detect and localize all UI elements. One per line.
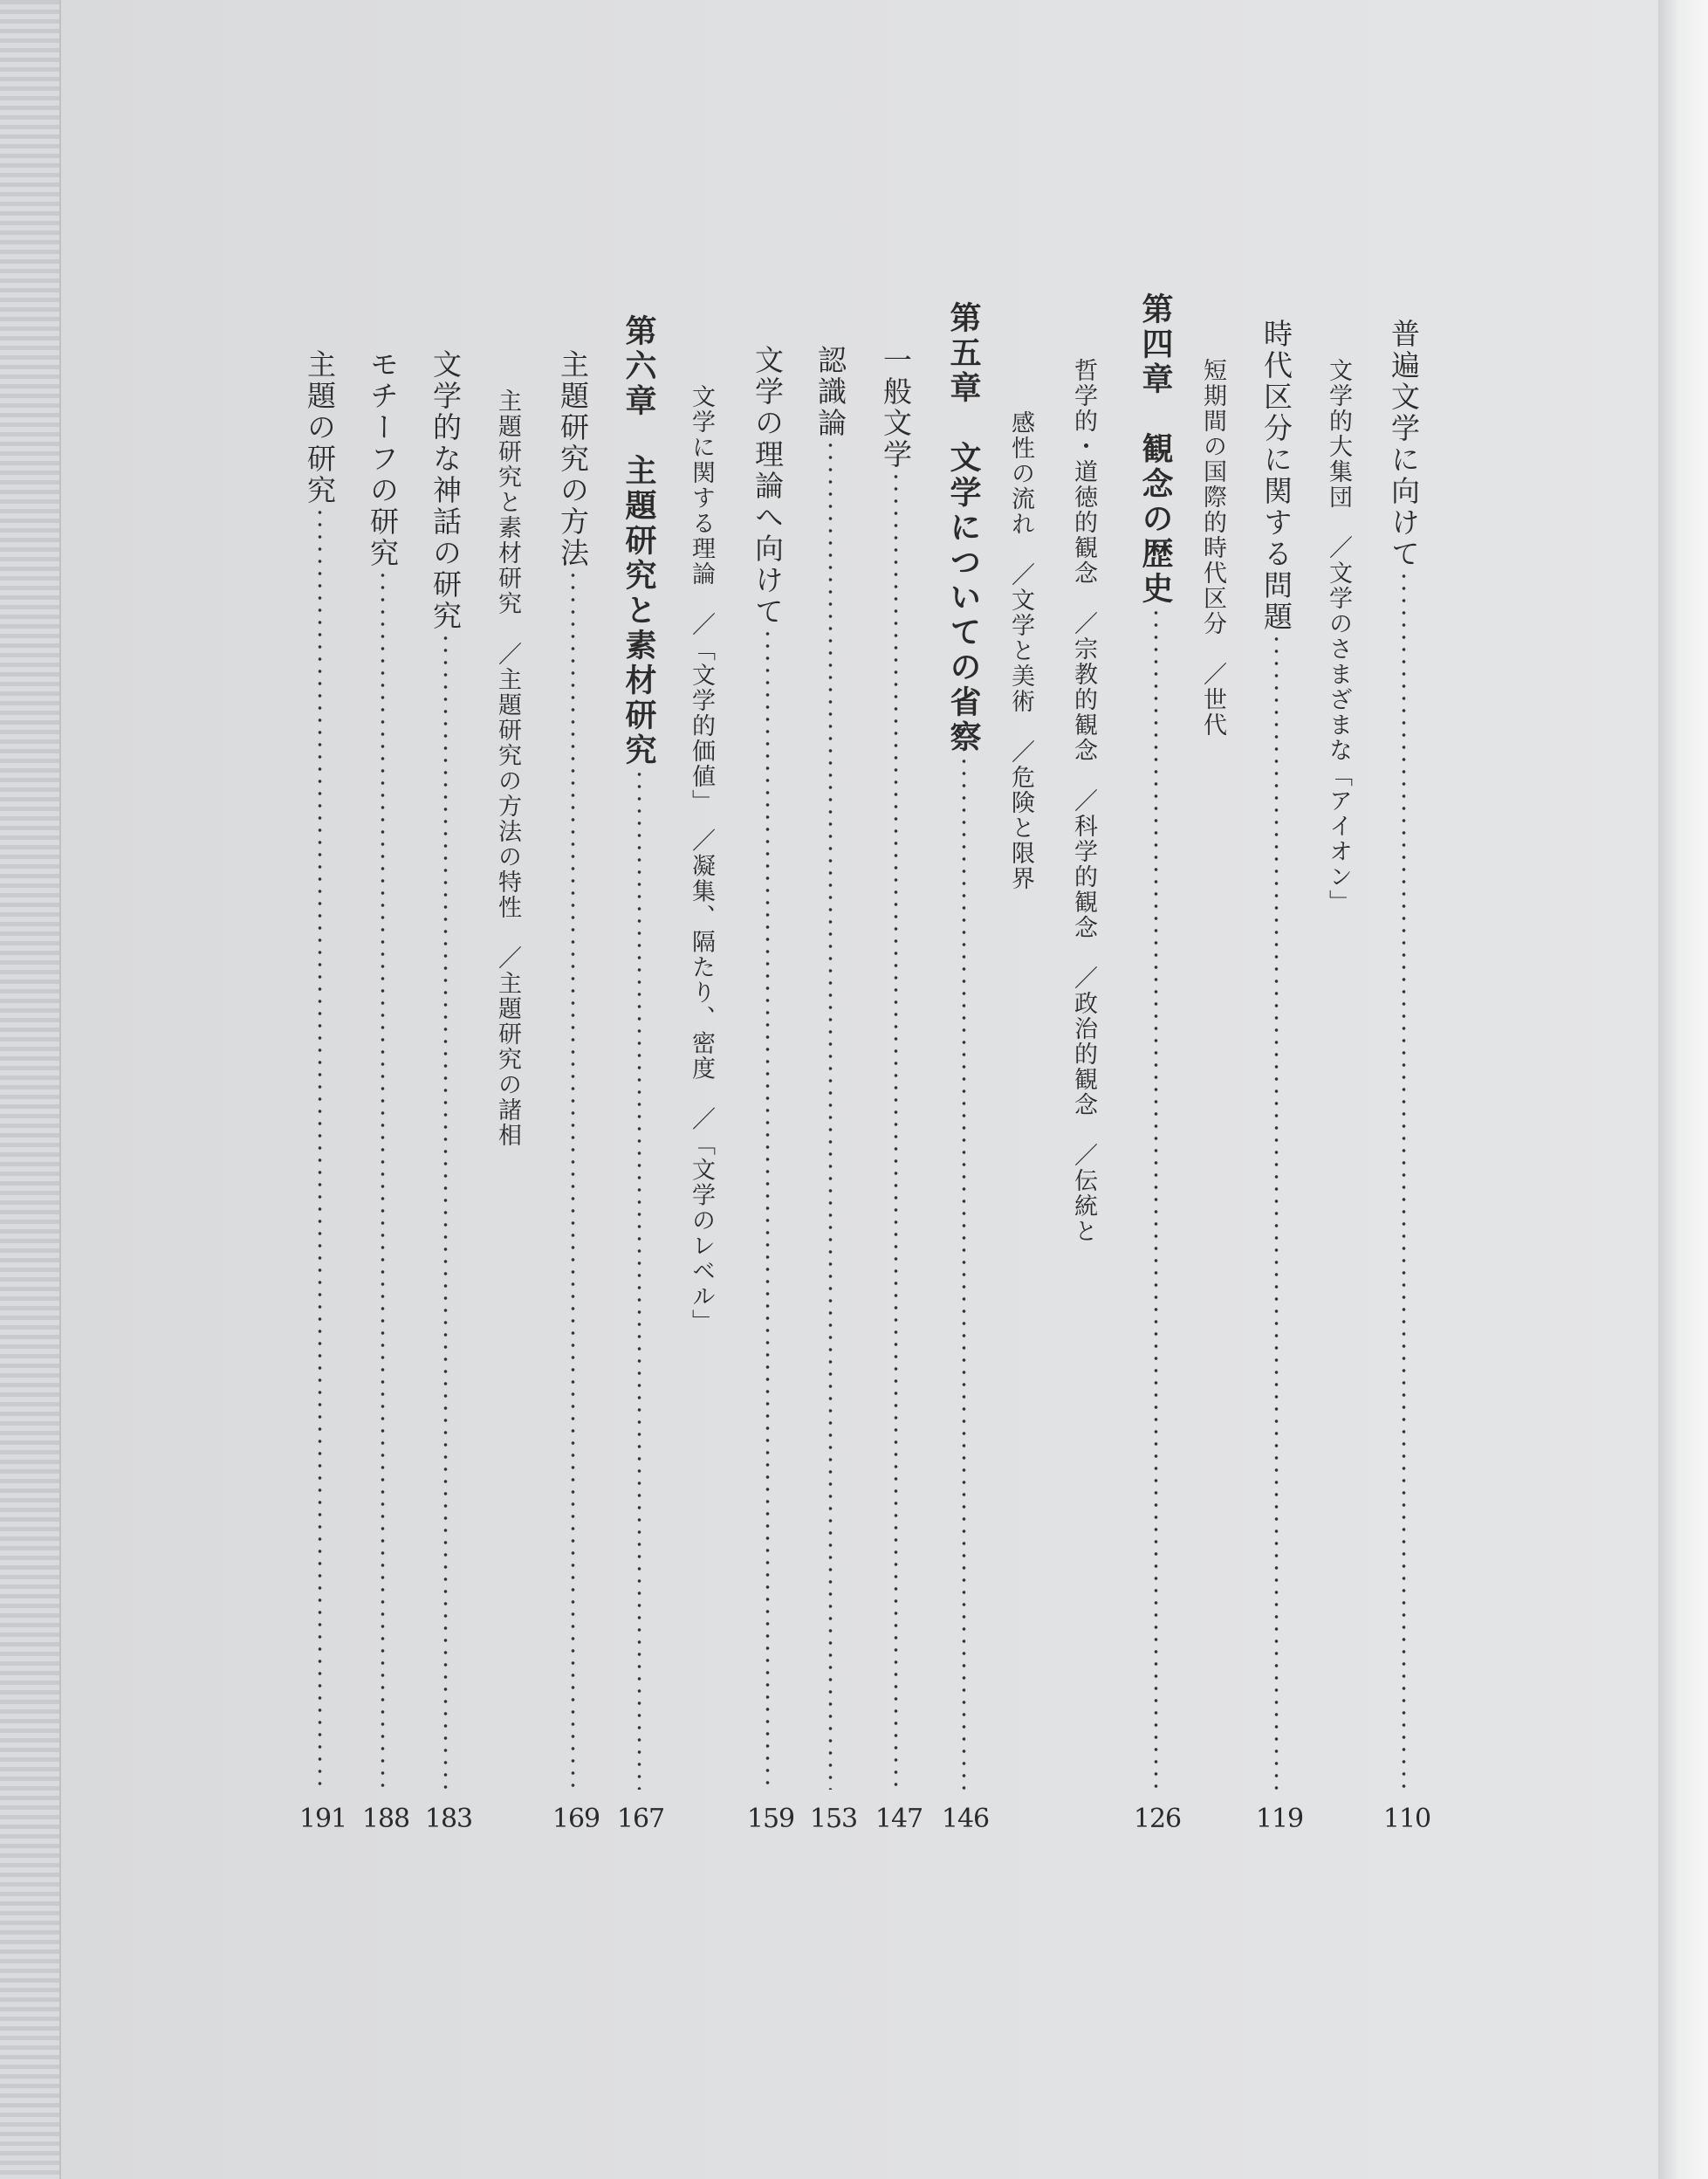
toc-title: 主題研究の方法 — [556, 349, 590, 569]
dot-leader — [571, 569, 575, 1790]
toc-section — [366, 349, 400, 1790]
dot-leader — [765, 628, 770, 1790]
toc-section — [1259, 319, 1293, 1790]
dot-leader — [443, 632, 448, 1790]
toc-title: 一般文学 — [879, 345, 913, 471]
toc-title: 主題の研究 — [303, 349, 337, 506]
toc-section — [751, 345, 785, 1790]
toc-chapter — [1137, 292, 1174, 1790]
dot-leader — [1154, 607, 1158, 1790]
toc-title: 普遍文学に向けて — [1387, 319, 1421, 570]
toc-subtopics — [689, 384, 713, 1335]
page-number: 147 — [875, 1804, 923, 1834]
dot-leader — [1402, 570, 1406, 1790]
page-number: 159 — [746, 1804, 795, 1834]
dot-leader — [381, 569, 385, 1790]
page-number: 146 — [941, 1804, 990, 1834]
page-number: 126 — [1133, 1804, 1182, 1834]
dot-leader — [637, 768, 641, 1790]
toc-title: 認識論 — [813, 345, 847, 439]
toc-subtopics — [1201, 358, 1224, 738]
toc-title: 主題研究と素材研究 ／主題研究の方法の特性 ／主題研究の諸相 — [494, 388, 521, 1148]
toc-subtopics — [1009, 410, 1032, 891]
toc-section — [556, 349, 590, 1790]
toc-chapter — [623, 314, 655, 1790]
toc-section — [429, 349, 463, 1790]
dot-leader — [828, 439, 833, 1790]
dot-leader — [1274, 633, 1279, 1790]
toc-title: 文学に関する理論 ／「文学的価値」 ／凝集、隔たり、密度 ／「文学のレベル」 — [688, 384, 715, 1335]
toc-section — [1387, 319, 1421, 1790]
toc-title: 短期間の国際的時代区分 ／世代 — [1199, 358, 1226, 738]
page-number: 188 — [361, 1804, 410, 1834]
toc-title: モチーフの研究 — [366, 349, 400, 569]
dot-leader — [318, 506, 322, 1790]
toc-title: 文学的大集団 ／文学のさまざまな「アイオン」 — [1325, 358, 1352, 915]
toc-title: 第五章 文学についての省察 — [945, 301, 982, 755]
toc-subtopics — [1327, 358, 1350, 915]
toc-section — [813, 345, 847, 1790]
page-number: 167 — [616, 1804, 665, 1834]
toc-title: 時代区分に関する問題 — [1259, 319, 1293, 633]
toc-title: 感性の流れ ／文学と美術 ／危険と限界 — [1007, 410, 1034, 891]
toc-section — [879, 345, 913, 1790]
page-number: 169 — [552, 1804, 600, 1834]
page-edge-shadow — [1658, 0, 1708, 2179]
toc-chapter — [945, 301, 982, 1790]
page-number: 153 — [809, 1804, 858, 1834]
toc-title: 哲学的・道徳的観念 ／宗教的観念 ／科学的観念 ／政治的観念 ／伝統と — [1070, 358, 1097, 1244]
toc-section — [303, 349, 337, 1790]
toc-subtopics — [496, 388, 519, 1148]
page-number: 110 — [1382, 1804, 1431, 1834]
dot-leader — [962, 755, 966, 1790]
page-number: 119 — [1255, 1804, 1304, 1834]
page-number: 191 — [298, 1804, 347, 1834]
binder-edge — [0, 0, 61, 2179]
toc-title: 文学的な神話の研究 — [429, 349, 463, 632]
toc-subtopics — [1072, 358, 1095, 1244]
dot-leader — [894, 471, 898, 1790]
toc-title: 第四章 観念の歴史 — [1137, 292, 1174, 607]
toc-title: 第六章 主題研究と素材研究 — [621, 314, 657, 768]
page-number: 183 — [424, 1804, 473, 1834]
toc-title: 文学の理論へ向けて — [751, 345, 785, 628]
